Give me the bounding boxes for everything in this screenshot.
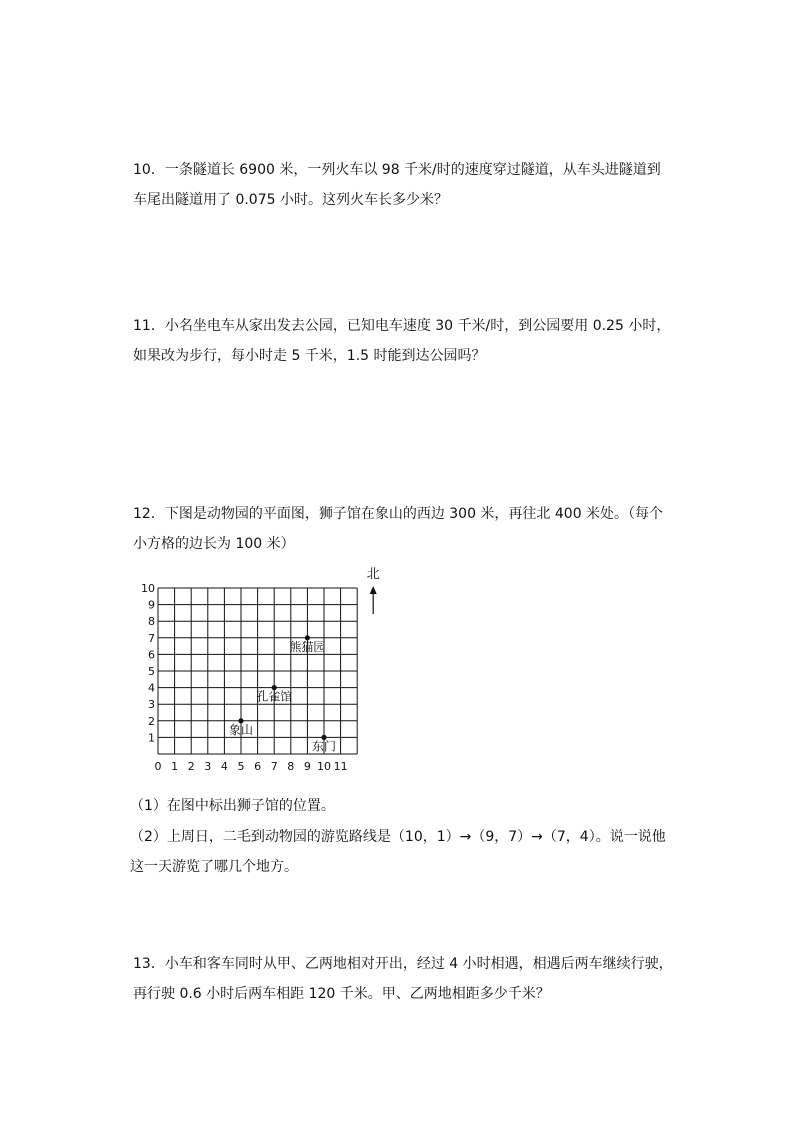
- x-tick-label: 4: [220, 760, 228, 773]
- question-12-part-2: （2）上周日，二毛到动物园的游览路线是（10，1）→（9，7）→（7，4）。说一说他这一天游览了哪几个地方。: [130, 829, 666, 875]
- place-label: 东门: [311, 739, 337, 754]
- y-tick-label: 2: [148, 714, 155, 728]
- question-12: 12．下图是动物园的平面图，狮子馆在象山的西边 300 米，再往北 400 米处。（每个小方格的边长为 100 米）: [133, 506, 664, 552]
- x-tick-label: 0: [154, 760, 162, 773]
- north-label: 北: [366, 567, 380, 582]
- north-arrow-icon: [370, 586, 377, 594]
- y-tick-label: 3: [148, 698, 155, 712]
- place-label: 象山: [228, 722, 254, 737]
- place-label: 熊猫园: [289, 639, 326, 654]
- x-tick-label: 7: [270, 760, 278, 773]
- y-tick-label: 1: [148, 731, 155, 745]
- y-tick-label: 6: [148, 648, 155, 662]
- y-tick-label: 8: [148, 615, 155, 629]
- x-tick-label: 6: [254, 760, 262, 773]
- question-12-part-1: （1）在图中标出狮子馆的位置。: [130, 798, 335, 814]
- x-tick-label: 2: [187, 760, 195, 773]
- x-tick-label: 11: [333, 760, 348, 773]
- question-13: 13．小车和客车同时从甲、乙两地相对开出，经过 4 小时相遇，相遇后两车继续行驶，再行驶 0.6 小时后两车相距 120 千米。甲、乙两地相距多少千米？: [133, 956, 673, 1002]
- place-label: 孔雀馆: [256, 689, 293, 704]
- y-tick-label: 5: [148, 665, 155, 678]
- zoo-grid-map: [136, 562, 386, 780]
- y-tick-label: 9: [148, 598, 155, 612]
- question-11: 11．小名坐电车从家出发去公园，已知电车速度 30 千米/时，到公园要用 0.25 小时，如果改为步行，每小时走 5 千米，1.5 时能到达公园吗？: [133, 318, 671, 364]
- x-tick-label: 8: [287, 760, 295, 773]
- x-tick-label: 10: [317, 760, 331, 773]
- x-tick-label: 3: [204, 760, 212, 773]
- question-10: 10．一条隧道长 6900 米，一列火车以 98 千米/时的速度穿过隧道，从车头进隧道到车尾出隧道用了 0.075 小时。这列火车长多少米？: [133, 162, 661, 208]
- y-tick-label: 4: [148, 681, 155, 695]
- y-tick-label: 10: [141, 582, 155, 595]
- zoo-grid-svg: [136, 562, 386, 780]
- x-tick-label: 5: [237, 760, 245, 773]
- x-tick-label: 9: [303, 760, 311, 773]
- x-tick-label: 1: [171, 760, 179, 773]
- y-tick-label: 7: [148, 631, 155, 645]
